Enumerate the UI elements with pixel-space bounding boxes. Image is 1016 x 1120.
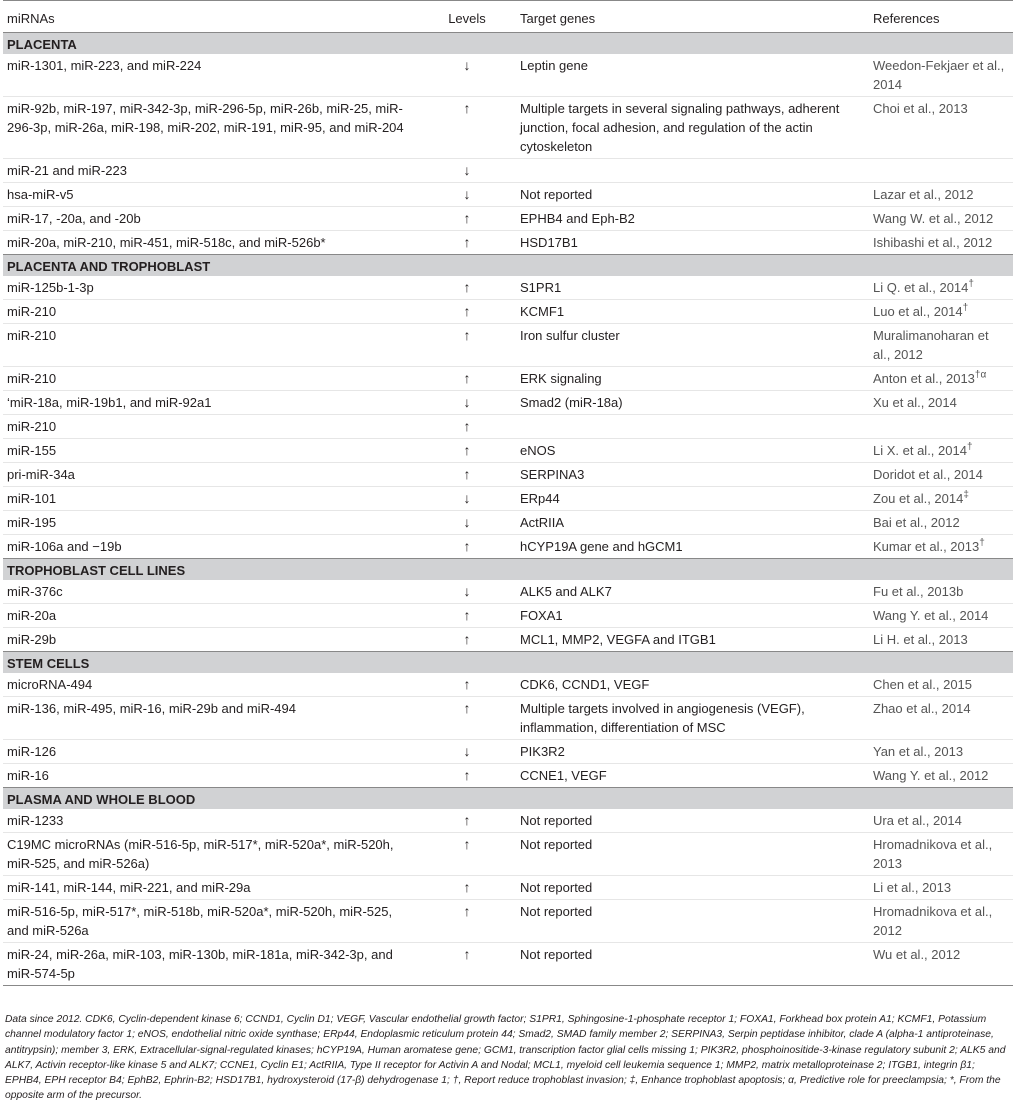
cell-target: S1PR1 — [520, 280, 562, 295]
reference-text: Wang Y. et al., 2012 — [873, 768, 989, 783]
table-row — [3, 809, 1013, 833]
cell-reference — [869, 54, 1013, 97]
reference-text: Wang W. et al., 2012 — [873, 211, 994, 226]
cell-mirna: miR-21 and miR-223 — [3, 159, 418, 183]
mirna-table — [3, 0, 1013, 986]
cell-reference — [869, 876, 1013, 900]
table-row — [3, 900, 1013, 943]
table-row — [3, 673, 1013, 697]
cell-mirna: ‘miR-18a, miR-19b1, and miR-92a1 — [3, 391, 418, 415]
header-mirnas: miRNAs — [3, 1, 418, 33]
cell-level: ↑ — [418, 463, 516, 487]
section-title: PLASMA AND WHOLE BLOOD — [3, 788, 1013, 810]
table-row — [3, 604, 1013, 628]
cell-mirna: hsa-miR-v5 — [3, 183, 418, 207]
reference-footnote-mark: ‡ — [963, 489, 969, 501]
cell-level: ↑ — [418, 324, 516, 367]
table-row — [3, 231, 1013, 255]
cell-reference — [869, 673, 1013, 697]
cell-target: FOXA1 — [516, 604, 869, 628]
cell-level: ↓ — [418, 511, 516, 535]
reference-text: Wang Y. et al., 2014 — [873, 608, 989, 623]
cell-reference — [869, 439, 1013, 463]
cell-reference — [869, 367, 1013, 391]
reference-text: Li H. et al., 2013 — [873, 632, 968, 647]
section-title: PLACENTA — [3, 33, 1013, 55]
cell-target: Not reported — [520, 813, 593, 828]
cell-level: ↑ — [418, 439, 516, 463]
cell-level: ↑ — [418, 367, 516, 391]
reference-footnote-mark: † — [962, 302, 969, 314]
cell-level: ↑ — [418, 697, 516, 740]
cell-mirna: miR-1301, miR-223, and miR-224 — [7, 58, 202, 73]
table-row — [3, 511, 1013, 535]
header-targets: Target genes — [516, 1, 869, 33]
cell-reference — [869, 943, 1013, 986]
cell-target: Smad2 (miR-18a) — [516, 391, 869, 415]
cell-reference — [869, 833, 1013, 876]
table-row — [3, 276, 1013, 300]
reference-text: Wu et al., 2012 — [873, 947, 961, 962]
cell-reference — [869, 415, 1013, 439]
header-references: References — [869, 1, 1013, 33]
reference-text: Anton et al., 2013 — [873, 371, 975, 386]
reference-text: Choi et al., 2013 — [873, 101, 968, 116]
table-row — [3, 415, 1013, 439]
cell-target: Multiple targets in several signaling pathways, adherent junction, focal adhesion, and regulation of the actin cytoskeleton — [516, 97, 869, 159]
reference-text: Fu et al., 2013b — [873, 584, 964, 599]
cell-mirna: miR-101 — [3, 487, 418, 511]
cell-reference — [869, 391, 1013, 415]
cell-target: MCL1, MMP2, VEGFA and ITGB1 — [516, 628, 869, 652]
reference-text: Li et al., 2013 — [873, 880, 952, 895]
reference-text: Yan et al., 2013 — [873, 744, 964, 759]
reference-text: Hromadnikova et al., 2012 — [873, 904, 993, 938]
reference-text: Chen et al., 2015 — [873, 677, 973, 692]
table-row — [3, 764, 1013, 788]
reference-text: Muralimanoharan et al., 2012 — [873, 328, 989, 362]
cell-mirna: miR-16 — [3, 764, 418, 788]
cell-level: ↓ — [418, 740, 516, 764]
table-row — [3, 207, 1013, 231]
table-row — [3, 300, 1013, 324]
cell-reference — [869, 207, 1013, 231]
cell-reference — [869, 487, 1013, 511]
table-row — [3, 740, 1013, 764]
cell-mirna: miR-516-5p, miR-517*, miR-518b, miR-520a*, miR-520h, miR-525, and miR-526a — [3, 900, 418, 943]
cell-target: Not reported — [516, 943, 869, 986]
table-row — [3, 367, 1013, 391]
cell-reference — [869, 740, 1013, 764]
section-title: PLACENTA AND TROPHOBLAST — [3, 255, 1013, 277]
table-row — [3, 833, 1013, 876]
cell-mirna: miR-126 — [3, 740, 418, 764]
reference-text: Li Q. et al., 2014 — [873, 280, 969, 295]
cell-target: Iron sulfur cluster — [516, 324, 869, 367]
cell-target — [516, 415, 869, 439]
table-row — [3, 535, 1013, 559]
cell-target: CCNE1, VEGF — [516, 764, 869, 788]
cell-level: ↑ — [418, 415, 516, 439]
cell-mirna: miR-141, miR-144, miR-221, and miR-29a — [3, 876, 418, 900]
cell-mirna: miR-155 — [3, 439, 418, 463]
cell-mirna: miR-136, miR-495, miR-16, miR-29b and miR-494 — [3, 697, 418, 740]
table-row — [3, 697, 1013, 740]
cell-reference — [869, 159, 1013, 183]
table-row — [3, 487, 1013, 511]
table-row — [3, 439, 1013, 463]
reference-text: Doridot et al., 2014 — [873, 467, 983, 482]
cell-target: eNOS — [516, 439, 869, 463]
cell-reference — [869, 300, 1013, 324]
cell-target: ALK5 and ALK7 — [520, 584, 612, 599]
cell-mirna: miR-106a and −19b — [3, 535, 418, 559]
section-title: TROPHOBLAST CELL LINES — [3, 559, 1013, 581]
cell-level: ↑ — [463, 812, 471, 828]
header-levels: Levels — [418, 1, 516, 33]
table-row — [3, 183, 1013, 207]
cell-reference — [869, 580, 1013, 604]
cell-level: ↑ — [418, 97, 516, 159]
table-row — [3, 463, 1013, 487]
cell-target: Not reported — [516, 183, 869, 207]
cell-reference — [869, 276, 1013, 300]
cell-reference — [869, 604, 1013, 628]
table-row — [3, 54, 1013, 97]
reference-footnote-mark: † — [968, 278, 974, 290]
section-header — [3, 33, 1013, 55]
reference-text: Li X. et al., 2014 — [873, 443, 967, 458]
reference-text: Kumar et al., 2013 — [873, 539, 980, 554]
cell-target: ERp44 — [516, 487, 869, 511]
reference-text: Ishibashi et al., 2012 — [873, 235, 993, 250]
cell-mirna: pri-miR-34a — [3, 463, 418, 487]
cell-mirna: miR-210 — [3, 324, 418, 367]
cell-mirna: miR-1233 — [7, 813, 64, 828]
cell-mirna: miR-24, miR-26a, miR-103, miR-130b, miR-181a, miR-342-3p, and miR-574-5p — [3, 943, 418, 986]
cell-level: ↑ — [418, 943, 516, 986]
table-row — [3, 628, 1013, 652]
cell-mirna: miR-20a — [3, 604, 418, 628]
cell-reference — [869, 97, 1013, 159]
cell-level: ↑ — [418, 231, 516, 255]
cell-target — [516, 159, 869, 183]
cell-mirna: miR-29b — [3, 628, 418, 652]
cell-target: Not reported — [516, 900, 869, 943]
cell-level: ↑ — [418, 535, 516, 559]
reference-footnote-mark: † — [979, 537, 985, 549]
header-row — [3, 1, 1013, 33]
cell-level: ↑ — [418, 833, 516, 876]
cell-reference — [869, 183, 1013, 207]
cell-level: ↓ — [463, 57, 471, 73]
cell-target: PIK3R2 — [516, 740, 869, 764]
table-row — [3, 97, 1013, 159]
reference-text: Bai et al., 2012 — [873, 515, 960, 530]
reference-text: Ura et al., 2014 — [873, 813, 962, 828]
reference-text: Lazar et al., 2012 — [873, 187, 974, 202]
cell-level: ↑ — [418, 300, 516, 324]
cell-reference — [869, 511, 1013, 535]
cell-level: ↑ — [463, 676, 471, 692]
cell-mirna: C19MC microRNAs (miR-516-5p, miR-517*, miR-520a*, miR-520h, miR-525, and miR-526a) — [3, 833, 418, 876]
cell-mirna: miR-210 — [3, 415, 418, 439]
section-header — [3, 559, 1013, 581]
cell-target: Leptin gene — [520, 58, 588, 73]
table-row — [3, 876, 1013, 900]
cell-level: ↓ — [418, 159, 516, 183]
cell-target: KCMF1 — [516, 300, 869, 324]
cell-mirna: miR-92b, miR-197, miR-342-3p, miR-296-5p, miR-26b, miR-25, miR-296-3p, miR-26a, miR-198, miR-202, miR-191, miR-95, and miR-204 — [3, 97, 418, 159]
cell-reference — [869, 697, 1013, 740]
cell-level: ↑ — [463, 279, 471, 295]
table-row — [3, 159, 1013, 183]
reference-footnote-mark: † — [966, 441, 973, 453]
cell-level: ↓ — [418, 391, 516, 415]
cell-target: hCYP19A gene and hGCM1 — [516, 535, 869, 559]
cell-mirna: miR-20a, miR-210, miR-451, miR-518c, and miR-526b* — [3, 231, 418, 255]
cell-mirna: miR-376c — [7, 584, 63, 599]
reference-text: Xu et al., 2014 — [873, 395, 957, 410]
cell-mirna: miR-210 — [3, 367, 418, 391]
cell-level: ↑ — [418, 628, 516, 652]
cell-mirna: miR-125b-1-3p — [7, 280, 94, 295]
cell-level: ↑ — [418, 764, 516, 788]
cell-reference — [869, 463, 1013, 487]
table-row — [3, 943, 1013, 986]
cell-mirna: miR-210 — [3, 300, 418, 324]
section-title: STEM CELLS — [3, 652, 1013, 674]
reference-text: Weedon-Fekjaer et al., 2014 — [873, 58, 1005, 92]
table-row — [3, 580, 1013, 604]
cell-reference — [869, 231, 1013, 255]
cell-target: EPHB4 and Eph-B2 — [516, 207, 869, 231]
cell-target: Multiple targets involved in angiogenesis (VEGF), inflammation, differentiation of MSC — [516, 697, 869, 740]
section-header — [3, 652, 1013, 674]
cell-level: ↑ — [418, 900, 516, 943]
section-header — [3, 788, 1013, 810]
cell-target: HSD17B1 — [516, 231, 869, 255]
cell-level: ↑ — [418, 207, 516, 231]
cell-target: ActRIIA — [516, 511, 869, 535]
cell-target: SERPINA3 — [516, 463, 869, 487]
cell-level: ↑ — [418, 604, 516, 628]
table-footnote: Data since 2012. CDK6, Cyclin-dependent kinase 6; CCND1, Cyclin D1; VEGF, Vascular endothelial growth factor; S1PR1, Sphingosine-1-phosphate receptor 1; FOXA1, Forkhead box protein A1; KCMF1, Potassium channel modulatory factor 1; eNOS, endothelial nitric oxide synthase; ERp44, Endoplasmic reticulum protein 44; Smad2, SMAD family member 2; SERPINA3, Serpin peptidase inhibitor, clade A (alpha-1 antiproteinase, antitrypsin); member 3, ERK, Extracellular-signal-regulated kinases; hCYP19A, Human aromatese gene; GCM1, transcription factor glial cells missing 1; PIK3R2, phosphoinositide-3-kinase regulatory subunit 2; ALK5 and ALK7, Activin receptor-like kinase 5 and ALK7; CCNE1, Cyclin E1; ActRIIA, Type II receptor for Activin A and Nodal; MCL1, myeloid cell leukemia sequence 1; MMP2, matrix metalloproteinase 2; ITGB1, integrin β1; EPHB4, EPH receptor B4; EphB2, Ephrin-B2; HSD17B1, hydroxysteroid (17-β) dehydrogenase 1; †, Report reduce trophoblast invasion; ‡, Enhance trophoblast apoptosis; α, Predictive role for preeclampsia; *, From the opposite arm of the precursor. — [5, 1014, 1006, 1102]
cell-mirna: miR-195 — [3, 511, 418, 535]
cell-target: CDK6, CCND1, VEGF — [520, 677, 650, 692]
cell-target: Not reported — [516, 876, 869, 900]
reference-text: Luo et al., 2014 — [873, 304, 963, 319]
cell-target: ERK signaling — [516, 367, 869, 391]
cell-reference — [869, 809, 1013, 833]
reference-text: Hromadnikova et al., 2013 — [873, 837, 993, 871]
cell-reference — [869, 900, 1013, 943]
table-body — [3, 33, 1013, 986]
section-header — [3, 255, 1013, 277]
cell-level: ↓ — [418, 183, 516, 207]
cell-mirna: miR-17, -20a, and -20b — [3, 207, 418, 231]
cell-reference — [869, 764, 1013, 788]
reference-footnote-mark: †α — [974, 369, 987, 381]
reference-text: Zhao et al., 2014 — [873, 701, 971, 716]
table-row — [3, 324, 1013, 367]
cell-level: ↓ — [463, 583, 471, 599]
cell-reference — [869, 535, 1013, 559]
cell-reference — [869, 324, 1013, 367]
table-row — [3, 391, 1013, 415]
cell-reference — [869, 628, 1013, 652]
cell-mirna: microRNA-494 — [7, 677, 93, 692]
cell-level: ↓ — [418, 487, 516, 511]
cell-level: ↑ — [418, 876, 516, 900]
cell-target: Not reported — [516, 833, 869, 876]
reference-text: Zou et al., 2014 — [873, 491, 964, 506]
